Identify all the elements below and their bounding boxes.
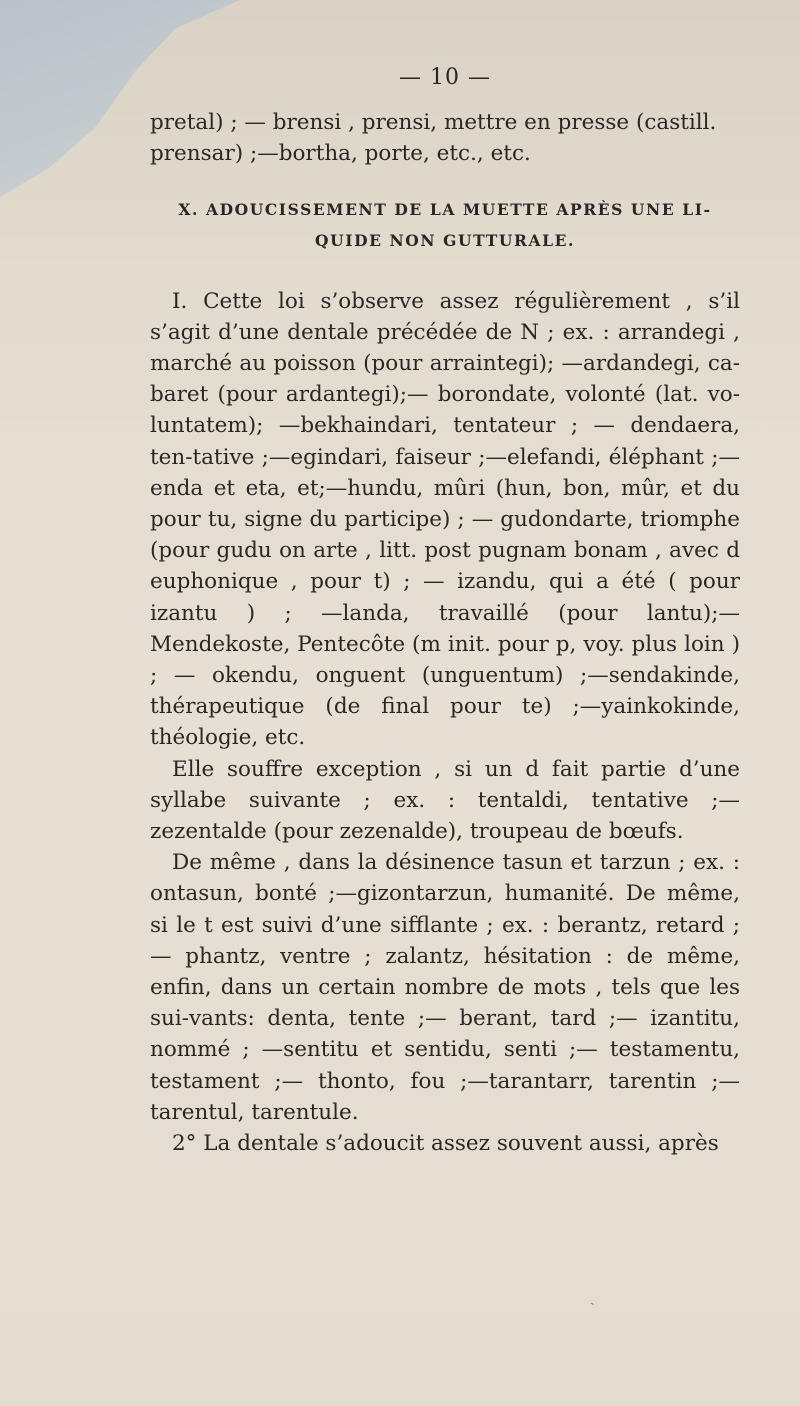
page-number: — 10 — (399, 65, 491, 90)
section-heading (150, 194, 740, 256)
paragraph-1: I. Cette loi s’observe assez régulièrement , s’il s’agit d’une dentale précédée de N ; ex. : arrandegi , marché au poisson (pour arraintegi); —ardandegi, ca-baret (pour ardantegi);— borondate, volonté (lat. vo-luntatem); —bekhaindari, tentateur ; — dendaera, ten-tative ;—egindari, faiseur ;—elefandi, éléphant ;—enda et eta, et;—hundu, mûri (hun, bon, mûr, et du pour tu, signe du participe) ; — gudondarte, triomphe (pour gudu on arte , litt. post pugnam bonam , avec d euphonique , pour t) ; — izandu, qui a été ( pour izantu ) ; —landa, travaillé (pour lantu);— Mendekoste, Pentecôte (m init. pour p, voy. plus loin ) ; — okendu, onguent (unguentum) ;—sendakinde, thérapeutique (de final pour te) ;—yainkokinde, théologie, etc. (150, 288, 740, 751)
page-text (150, 62, 740, 1159)
paragraph-4: 2° La dentale s’adoucit assez souvent aussi, après (172, 1131, 719, 1157)
continued-line-1: pretal) ; — brensi , prensi, mettre en presse (castill. (150, 110, 717, 136)
continued-line-2: prensar) ;—bortha, porte, etc., etc. (150, 141, 531, 167)
paragraph-3: De même , dans la désinence tasun et tarzun ; ex. : ontasun, bonté ;—gizontarzun, humanité. De même, si le t est suivi d’une sifflante ; ex. : berantz, retard ;— phantz, ventre ; zalantz, hésitation : de même, enfin, dans un certain nombre de mots , tels que les sui-vants: denta, tente ;— berant, tard ;— izantitu, nommé ; —sentitu et sentidu, senti ;— testamentu, testament ;— thonto, fou ;—tarantarr, tarentin ;— tarentul, tarentule. (150, 850, 740, 1125)
section-heading-line-1: X. ADOUCISSEMENT DE LA MUETTE APRÈS UNE LI- (178, 199, 712, 219)
section-heading-line-2: QUIDE NON GUTTURALE. (315, 230, 575, 250)
ink-speck: ˎ (590, 1290, 595, 1306)
paragraph-2: Elle souffre exception , si un d fait partie d’une syllabe suivante ; ex. : tentaldi, tentative ;— zezentalde (pour zezenalde), troupeau de bœufs. (150, 756, 740, 845)
